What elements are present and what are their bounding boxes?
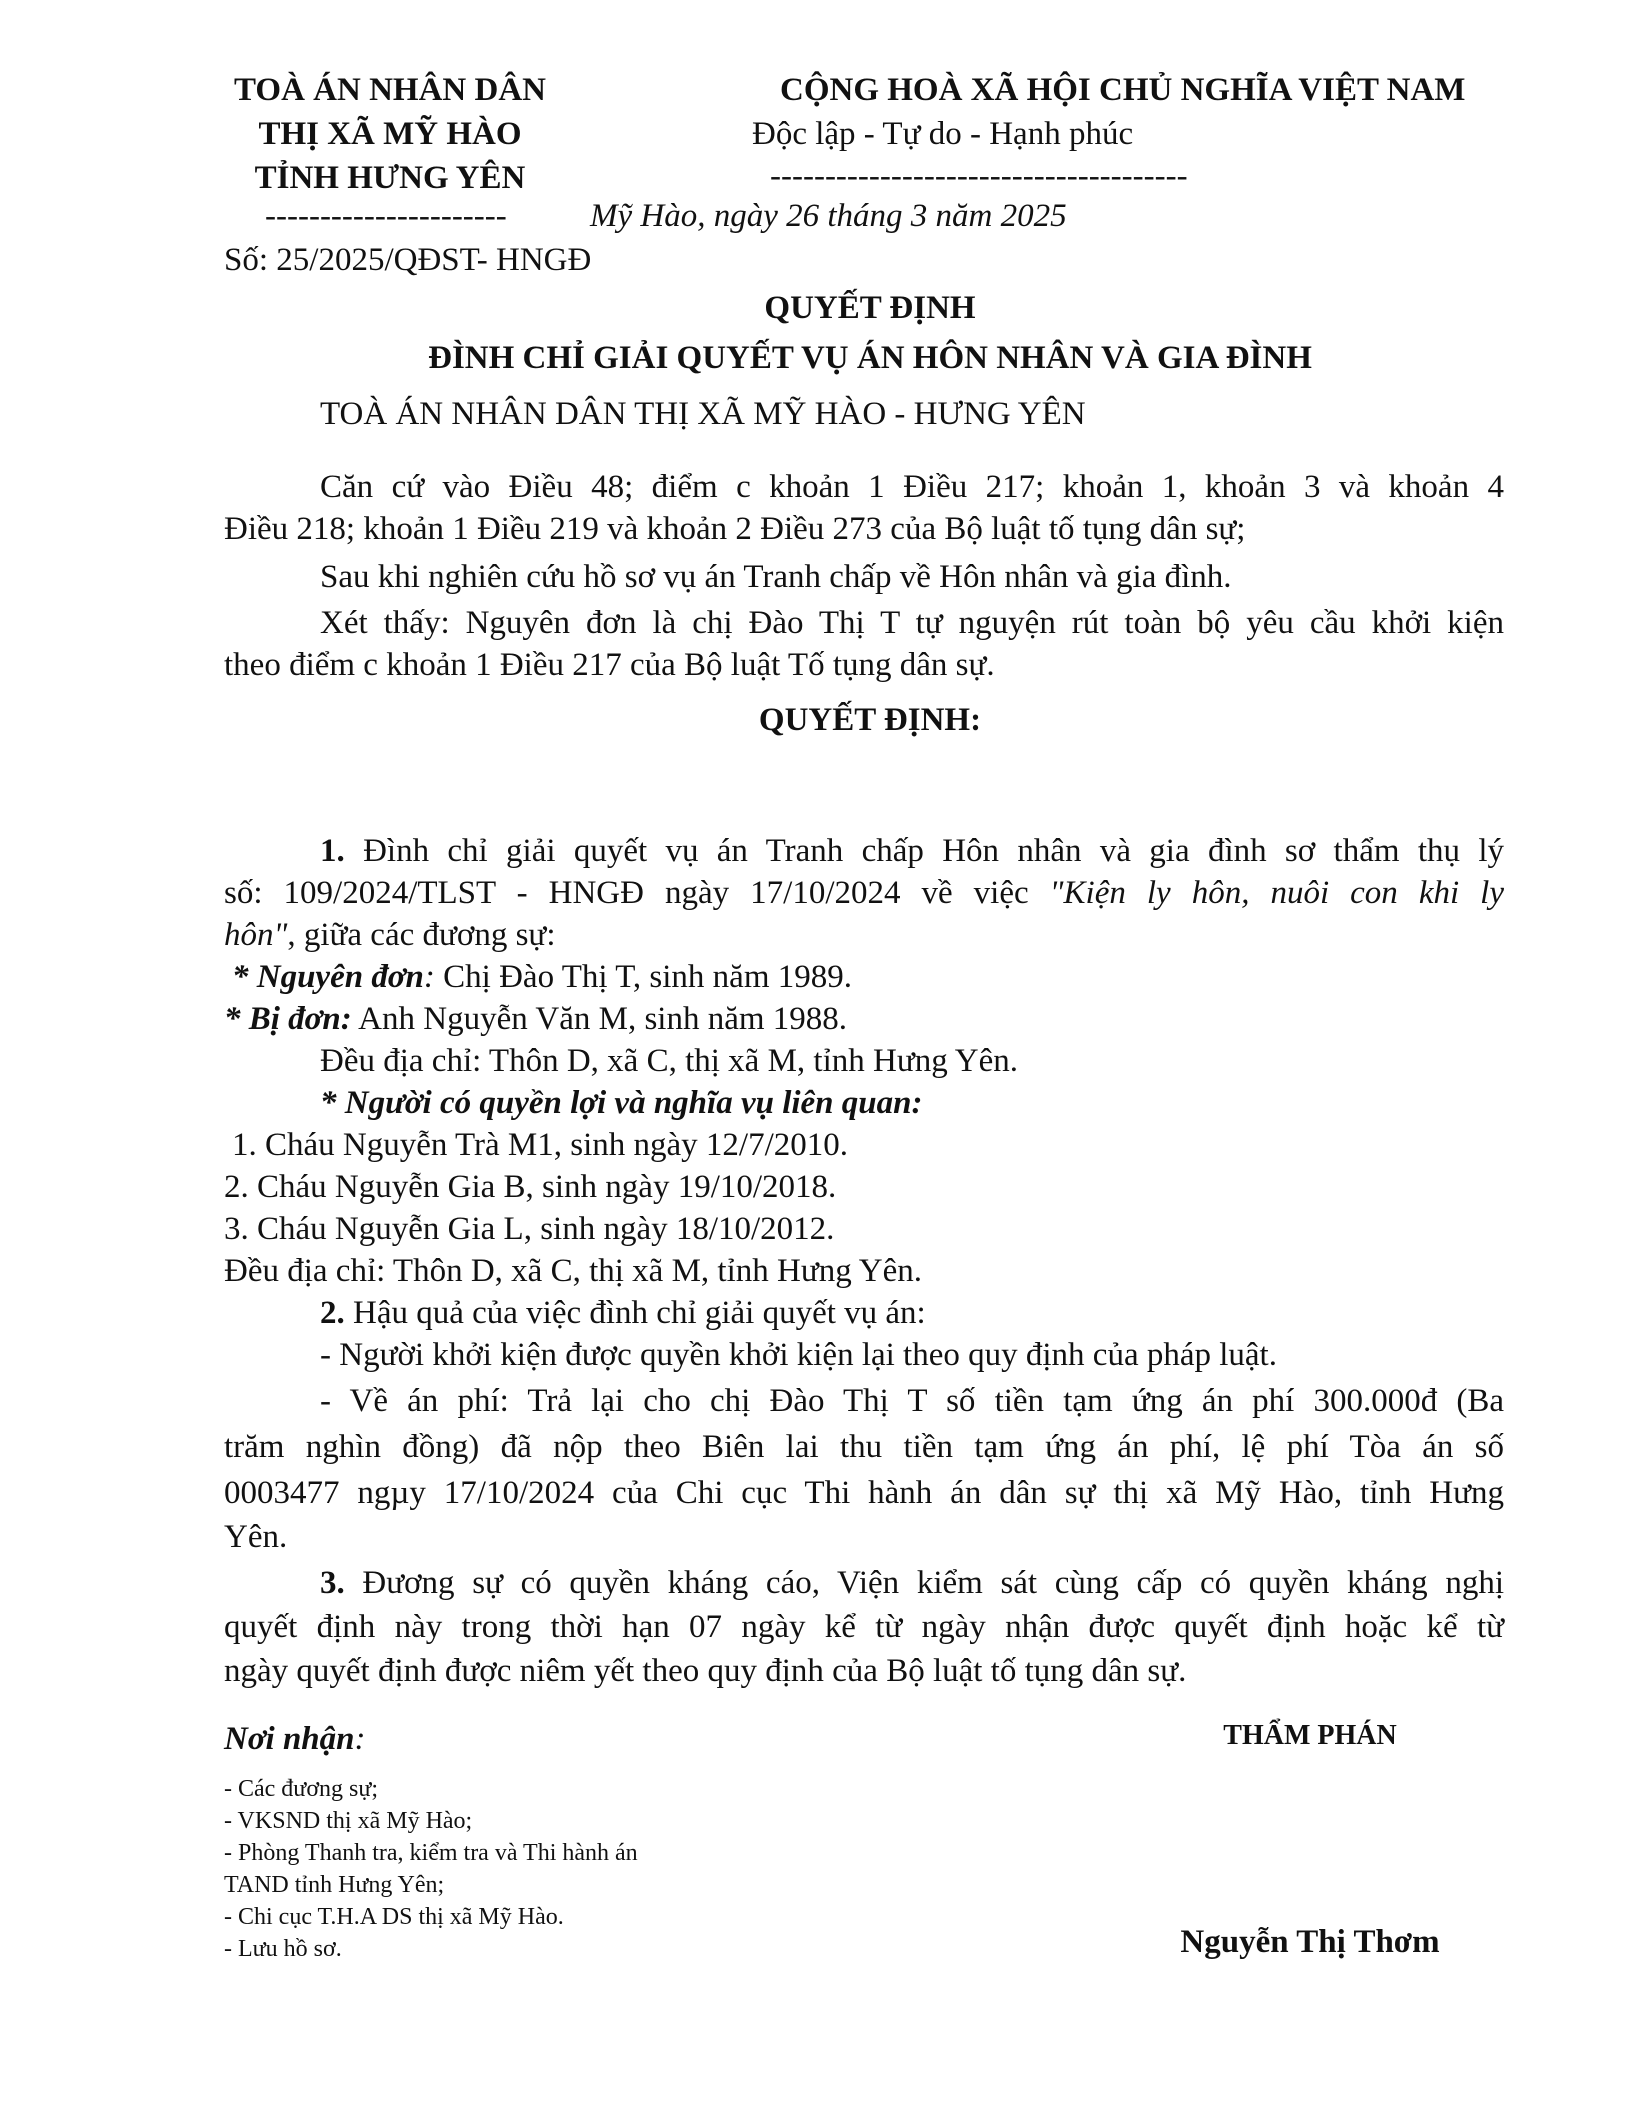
date-line: Mỹ Hào, ngày 26 tháng 3 năm 2025 [590,198,1067,234]
plaintiff-line [232,956,852,998]
section1-line3 [224,914,555,956]
recipient-item-5: - Chi cục T.H.A DS thị xã Mỹ Hào. [224,1904,564,1930]
recipients-colon: : [354,1721,366,1757]
national-motto: Độc lập - Tự do - Hạnh phúc [752,116,1134,152]
section1-line2 [224,872,1504,914]
address-line1: Đều địa chỉ: Thôn D, xã C, thị xã M, tỉnh Hưng Yên. [320,1043,1018,1079]
document-number: Số: 25/2025/QĐST- HNGĐ [224,242,592,278]
section1-case-title-a: "Kiện ly hôn, nuôi con khi ly [1049,875,1504,911]
signer-name: Nguyễn Thị Thơm [1180,1924,1440,1960]
court-full-name: TOÀ ÁN NHÂN DÂN THỊ XÃ MỸ HÀO - HƯNG YÊN [320,396,1086,432]
left-header-divider: ---------------------- [265,198,507,234]
defendant-value: Anh Nguyễn Văn M, sinh năm 1988. [351,1001,848,1037]
section2-number: 2. [320,1295,345,1331]
decision-heading: QUYẾT ĐỊNH: [758,702,982,738]
section3-number: 3. [320,1565,345,1601]
fee-line3: 0003477 ngµy 17/10/2024 của Chi cục Thi hành án dân sự thị xã Mỹ Hào, tỉnh Hưng [224,1475,1504,1511]
section2-heading-text: Hậu quả của việc đình chỉ giải quyết vụ án: [344,1295,926,1331]
fee-line2: trăm nghìn đồng) đã nộp theo Biên lai thu tiền tạm ứng án phí, lệ phí Tòa án số [224,1429,1504,1465]
recipient-item-6: - Lưu hồ sơ. [224,1936,342,1962]
national-title: CỘNG HOÀ XÃ HỘI CHỦ NGHĨA VIỆT NAM [780,72,1466,108]
recipient-item-1: - Các đương sự; [224,1776,379,1802]
recipient-item-4: TAND tỉnh Hưng Yên; [224,1872,445,1898]
defendant-label: * Bị đơn: [224,1001,352,1037]
fee-line1: - Về án phí: Trả lại cho chị Đào Thị T số tiền tạm ứng án phí 300.000đ (Ba [320,1383,1504,1419]
basis-line1: Căn cứ vào Điều 48; điểm c khoản 1 Điều 217; khoản 1, khoản 3 và khoản 4 [320,469,1504,505]
section1-case-title-b: hôn" [224,917,288,953]
court-name-line1: TOÀ ÁN NHÂN DÂN [234,72,546,108]
plaintiff-value: Chị Đào Thị T, sinh năm 1989. [434,959,852,995]
recipient-item-2: - VKSND thị xã Mỹ Hào; [224,1808,473,1834]
plaintiff-label: * Nguyên đơn [232,959,424,995]
court-name-line3: TỈNH HƯNG YÊN [254,160,526,196]
document-title: QUYẾT ĐỊNH [764,290,976,326]
section3-text: Đương sự có quyền kháng cáo, Viện kiểm sát cùng cấp có quyền kháng nghị [344,1565,1504,1601]
document-subtitle: ĐÌNH CHỈ GIẢI QUYẾT VỤ ÁN HÔN NHÂN VÀ GIA ĐÌNH [428,340,1312,376]
section1-text: Đình chỉ giải quyết vụ án Tranh chấp Hôn nhân và gia đình sơ thẩm thụ lý [363,833,1504,869]
section1-parties-intro: , giữa các đương sự: [287,917,556,953]
recipients-label-text: Nơi nhận [224,1721,355,1757]
basis-line2: Điều 218; khoản 1 Điều 219 và khoản 2 Điều 273 của Bộ luật tố tụng dân sự; [224,511,1246,547]
section3-line1 [320,1562,1504,1604]
section3-line3: ngày quyết định được niêm yết theo quy định của Bộ luật tố tụng dân sự. [224,1653,1187,1689]
consider-line2: theo điểm c khoản 1 Điều 217 của Bộ luật Tố tụng dân sự. [224,647,995,683]
related-party-2: 2. Cháu Nguyễn Gia B, sinh ngày 19/10/2018. [224,1169,837,1205]
section2-item1: - Người khởi kiện được quyền khởi kiện lại theo quy định của pháp luật. [320,1337,1277,1373]
section3-line2: quyết định này trong thời hạn 07 ngày kể từ ngày nhận được quyết định hoặc kể từ [224,1609,1504,1645]
right-header-divider: -------------------------------------- [770,158,1188,194]
address-line2: Đều địa chỉ: Thôn D, xã C, thị xã M, tỉnh Hưng Yên. [224,1253,922,1289]
recipient-item-3: - Phòng Thanh tra, kiểm tra và Thi hành án [224,1840,638,1866]
section1-line1 [320,830,1504,872]
defendant-line [224,998,847,1040]
signer-title: THẨM PHÁN [1223,1720,1397,1751]
recipients-label [224,1718,366,1760]
section2-heading [320,1292,926,1334]
plaintiff-colon: : [423,959,435,995]
related-party-3: 3. Cháu Nguyễn Gia L, sinh ngày 18/10/2012. [224,1211,835,1247]
study-line: Sau khi nghiên cứu hồ sơ vụ án Tranh chấp về Hôn nhân và gia đình. [320,559,1232,595]
section1-case-number: số: 109/2024/TLST - HNGĐ ngày 17/10/2024 về việc [224,875,1050,911]
related-parties-label: * Người có quyền lợi và nghĩa vụ liên quan: [320,1085,923,1121]
section1-number: 1. [320,833,345,869]
related-party-1: 1. Cháu Nguyễn Trà M1, sinh ngày 12/7/2010. [232,1127,849,1163]
consider-line1: Xét thấy: Nguyên đơn là chị Đào Thị T tự nguyện rút toàn bộ yêu cầu khởi kiện [320,605,1504,641]
court-name-line2: THỊ XÃ MỸ HÀO [258,116,522,152]
fee-line4: Yên. [224,1519,288,1555]
